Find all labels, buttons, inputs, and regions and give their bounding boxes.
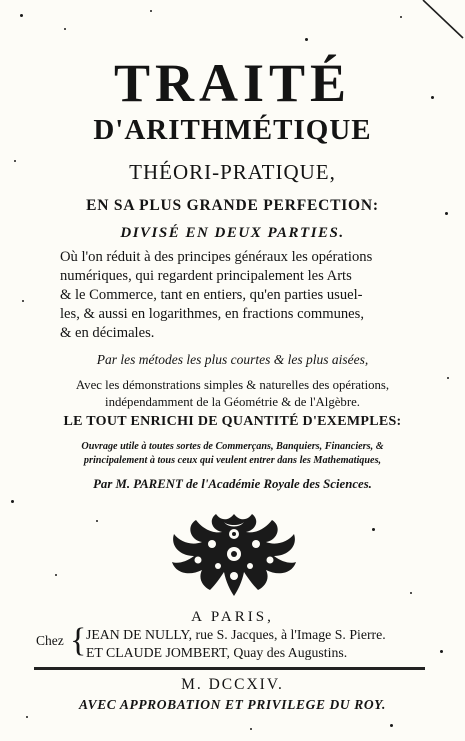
publisher-prefix: Chez	[36, 633, 64, 648]
description-line: Où l'on réduit à des principes généraux les opérations	[60, 249, 373, 265]
publisher-brace: {	[70, 622, 87, 659]
examples-line: LE TOUT ENRICHI DE QUANTITÉ D'EXEMPLES:	[63, 414, 402, 429]
author-line: Par M. PARENT de l'Académie Royale des Sciences.	[93, 477, 372, 491]
book-subtitle-secondary: THÉORI-PRATIQUE,	[129, 160, 336, 184]
demonstrations-line: indépendamment de la Géométrie & de l'Algèbre.	[105, 395, 360, 409]
fleuron-ornament-icon	[168, 510, 300, 598]
divider-rule	[34, 667, 425, 670]
description-paragraph	[60, 248, 410, 343]
perfection-line: EN SA PLUS GRANDE PERFECTION:	[86, 197, 379, 214]
division-line: DIVISÉ EN DEUX PARTIES.	[120, 225, 345, 241]
audience-line: Ouvrage utile à toutes sortes de Commerçans, Banquiers, Financiers, &	[81, 441, 384, 452]
city-line: A PARIS,	[191, 609, 274, 625]
publication-year: M. DCCXIV.	[181, 676, 284, 693]
description-line: & le Commerce, tant en entiers, qu'en parties usuel-	[60, 287, 363, 303]
privilege-line: AVEC APPROBATION ET PRIVILEGE DU ROY.	[79, 697, 386, 712]
publisher-line: ET CLAUDE JOMBERT, Quay des Augustins.	[86, 645, 348, 660]
description-line: & en décimales.	[60, 325, 155, 341]
book-title: TRAITÉ	[113, 53, 352, 113]
publisher-line: JEAN DE NULLY, rue S. Jacques, à l'Image S. Pierre.	[86, 627, 386, 642]
page-corner-fold	[417, 0, 465, 48]
audience-line: principalement à tous ceux qui veulent entrer dans les Mathematiques,	[83, 455, 382, 466]
demonstrations-line: Avec les démonstrations simples & naturelles des opérations,	[75, 378, 390, 392]
book-subtitle: D'ARITHMÉTIQUE	[93, 114, 372, 146]
description-line: les, & aussi en logarithmes, en fractions communes,	[60, 306, 364, 322]
methods-line: Par les métodes les plus courtes & les plus aisées,	[96, 352, 369, 367]
description-line: numériques, qui regardent principalement les Arts	[60, 268, 352, 284]
